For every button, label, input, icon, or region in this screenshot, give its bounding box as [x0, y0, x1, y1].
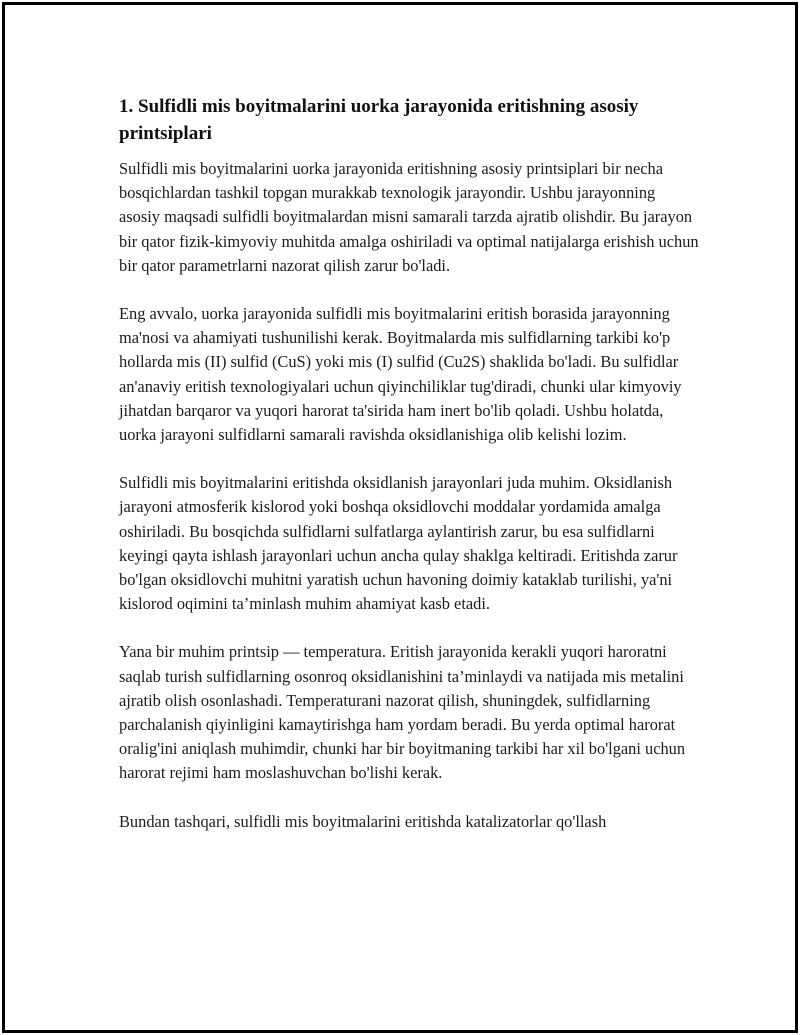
paragraph-2: Eng avvalo, uorka jarayonida sulfidli mis boyitmalarini eritish borasida jarayonning ma'nosi va ahamiyati tushunilishi kerak. Boyitmalarda mis sulfidlarning tarkibi ko'p hollarda mis (II) sulfid (CuS) yoki mis (I) sulfid (Cu2S) shaklida bo'ladi. Bu sulfidlar an'anaviy eritish texnologiyalari uchun qiyinchiliklar tug'diradi, chunki ular kimyoviy jihatdan barqaror va yuqori harorat ta'sirida ham inert bo'lib qoladi. Ushbu holatda, uorka jarayoni sulfidlarni samarali ravishda oksidlanishiga olib kelishi lozim. — [119, 304, 682, 445]
paragraph-1: Sulfidli mis boyitmalarini uorka jarayonida eritishning asosiy printsiplari bir necha bosqichlardan tashkil topgan murakkab texnologik jarayondir. Ushbu jarayonning asosiy maqsadi sulfidli boyitmalardan misni samarali tarzda ajratib olishdir. Bu jarayon bir qator fizik-kimyoviy muhitda amalga oshiriladi va optimal natijalarga erishish uchun bir qator parametrlarni nazorat qilish zarur bo'ladi. — [119, 159, 699, 275]
paragraph-3: Sulfidli mis boyitmalarini eritishda oksidlanish jarayonlari juda muhim. Oksidlanish jarayoni atmosferik kislorod yoki boshqa oksidlovchi moddalar yordamida amalga oshiriladi. Bu bosqichda sulfidlarni sulfatlarga aylantirish zarur, bu esa sulfidlarni keyingi qayta ishlash jarayonlari uchun ancha qulay shaklga keltiradi. Eritishda zarur bo'lgan oksidlovchi muhitni yaratish uchun havoning doimiy kataklab turilishi, ya'ni kislorod oqimini ta’minlash muhim ahamiyat kasb etadi. — [119, 473, 678, 614]
paragraph-4: Yana bir muhim printsip — temperatura. Eritish jarayonida kerakli yuqori haroratni saqlab turish sulfidlarning osonroq oksidlanishini ta’minlaydi va natijada mis metalini ajratib olish osonlashadi. Temperaturani nazorat qilish, shuningdek, sulfidlarning parchalanish qiyinligini kamaytirishga ham yordam beradi. Bu yerda optimal harorat oralig'ini aniqlash muhimdir, chunki har bir boyitmaning tarkibi har xil bo'lgani uchun harorat rejimi ham moslashuvchan bo'lishi kerak. — [119, 642, 686, 783]
document-body — [119, 93, 699, 858]
paragraph-5: Bundan tashqari, sulfidli mis boyitmalarini eritishda katalizatorlar qo'llash — [119, 811, 607, 831]
section-heading: 1. Sulfidli mis boyitmalarini uorka jarayonida eritishning asosiy printsiplari — [119, 96, 639, 144]
page-frame — [2, 2, 798, 1033]
